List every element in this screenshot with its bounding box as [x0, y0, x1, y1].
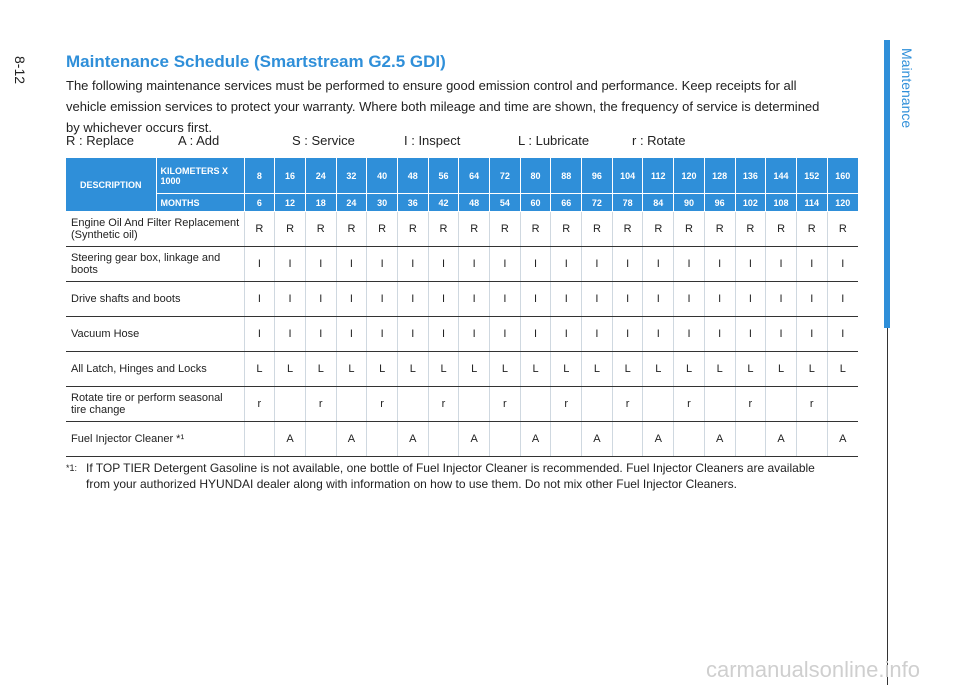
- watermark: carmanualsonline.info: [705, 657, 920, 682]
- service-cell: I: [704, 282, 735, 317]
- service-cell: R: [827, 212, 858, 247]
- service-cell: R: [428, 212, 459, 247]
- service-cell: R: [796, 212, 827, 247]
- description-header: DESCRIPTION: [66, 158, 156, 212]
- service-cell: I: [674, 282, 705, 317]
- table-row: [66, 247, 858, 282]
- service-cell: L: [397, 352, 428, 387]
- service-cell: A: [643, 422, 674, 457]
- service-cell: I: [766, 317, 797, 352]
- months-header-cell: 108: [766, 194, 797, 212]
- service-cell: I: [305, 282, 336, 317]
- service-cell: I: [305, 247, 336, 282]
- km-header-cell: 136: [735, 158, 766, 194]
- months-header-cell: 60: [520, 194, 551, 212]
- service-cell: I: [336, 282, 367, 317]
- months-header-cell: 90: [674, 194, 705, 212]
- kilometers-header-row: [66, 158, 858, 194]
- service-cell: R: [367, 212, 398, 247]
- footnote-mark: *1:: [66, 463, 78, 473]
- service-cell: A: [275, 422, 306, 457]
- km-header-cell: 16: [275, 158, 306, 194]
- service-cell: I: [490, 247, 521, 282]
- km-header-cell: 80: [520, 158, 551, 194]
- months-header-cell: 120: [827, 194, 858, 212]
- months-header-cell: 72: [582, 194, 613, 212]
- service-cell: r: [244, 387, 275, 422]
- service-cell: A: [582, 422, 613, 457]
- section-divider: [887, 328, 888, 685]
- months-header-cell: 48: [459, 194, 490, 212]
- legend: [66, 133, 846, 153]
- service-cell: L: [674, 352, 705, 387]
- service-cell: A: [459, 422, 490, 457]
- service-cell: I: [643, 247, 674, 282]
- months-header-cell: 102: [735, 194, 766, 212]
- service-cell: L: [244, 352, 275, 387]
- service-cell: I: [796, 317, 827, 352]
- km-header-cell: 24: [305, 158, 336, 194]
- service-cell: R: [612, 212, 643, 247]
- km-header-cell: 152: [796, 158, 827, 194]
- service-cell: I: [520, 282, 551, 317]
- service-cell: I: [766, 247, 797, 282]
- service-cell: R: [244, 212, 275, 247]
- service-cell: L: [612, 352, 643, 387]
- service-cell: L: [766, 352, 797, 387]
- km-header-cell: 88: [551, 158, 582, 194]
- service-cell: r: [367, 387, 398, 422]
- service-description: Fuel Injector Cleaner *¹: [66, 422, 244, 457]
- service-cell: R: [704, 212, 735, 247]
- service-cell: A: [336, 422, 367, 457]
- service-cell: L: [551, 352, 582, 387]
- service-cell: [397, 387, 428, 422]
- service-cell: I: [704, 317, 735, 352]
- km-header-cell: 56: [428, 158, 459, 194]
- months-label: MONTHS: [156, 194, 244, 212]
- km-header-cell: 112: [643, 158, 674, 194]
- service-cell: I: [827, 317, 858, 352]
- service-cell: I: [520, 247, 551, 282]
- service-cell: I: [244, 247, 275, 282]
- service-cell: I: [367, 282, 398, 317]
- footnote-text: If TOP TIER Detergent Gasoline is not available, one bottle of Fuel Injector Cleaner is recommended. Fuel Injector Cleaners are available from your authorized HYUNDAI dealer along with information on how to use them. Do not mix other Fuel Injector Cleaners.: [86, 461, 815, 491]
- service-cell: R: [735, 212, 766, 247]
- service-cell: [244, 422, 275, 457]
- service-cell: I: [367, 247, 398, 282]
- footnote: [66, 460, 836, 492]
- service-cell: I: [827, 247, 858, 282]
- service-cell: L: [367, 352, 398, 387]
- service-cell: A: [704, 422, 735, 457]
- service-cell: I: [551, 317, 582, 352]
- service-cell: r: [612, 387, 643, 422]
- km-header-cell: 120: [674, 158, 705, 194]
- service-cell: I: [582, 317, 613, 352]
- service-cell: L: [582, 352, 613, 387]
- months-header-row: [66, 194, 858, 212]
- legend-add: A : Add: [178, 133, 220, 148]
- service-cell: I: [275, 282, 306, 317]
- service-description: Vacuum Hose: [66, 317, 244, 352]
- service-cell: L: [428, 352, 459, 387]
- months-header-cell: 114: [796, 194, 827, 212]
- service-cell: r: [490, 387, 521, 422]
- service-cell: I: [674, 317, 705, 352]
- service-cell: I: [397, 317, 428, 352]
- intro-paragraph: The following maintenance services must be performed to ensure good emission control and performance. Keep receipts for all vehicle emission services to protect your warranty. Where both mileage and time are shown, the frequency of service is determined by whichever occurs first.: [66, 78, 820, 135]
- service-cell: A: [766, 422, 797, 457]
- service-description: Rotate tire or perform seasonal tire change: [66, 387, 244, 422]
- service-cell: I: [612, 282, 643, 317]
- km-header-cell: 32: [336, 158, 367, 194]
- service-cell: r: [551, 387, 582, 422]
- months-header-cell: 84: [643, 194, 674, 212]
- service-cell: I: [704, 247, 735, 282]
- service-cell: [275, 387, 306, 422]
- service-cell: R: [490, 212, 521, 247]
- table-row: [66, 317, 858, 352]
- service-cell: I: [336, 317, 367, 352]
- service-cell: A: [397, 422, 428, 457]
- service-cell: I: [336, 247, 367, 282]
- service-cell: I: [735, 247, 766, 282]
- service-cell: [612, 422, 643, 457]
- service-cell: R: [459, 212, 490, 247]
- service-cell: L: [735, 352, 766, 387]
- table-row: [66, 212, 858, 247]
- legend-lubricate: L : Lubricate: [518, 133, 590, 148]
- service-cell: R: [674, 212, 705, 247]
- months-header-cell: 30: [367, 194, 398, 212]
- legend-replace: R : Replace: [66, 133, 134, 148]
- km-header-cell: 160: [827, 158, 858, 194]
- service-cell: I: [643, 317, 674, 352]
- service-cell: I: [428, 317, 459, 352]
- months-header-cell: 42: [428, 194, 459, 212]
- km-header-cell: 40: [367, 158, 398, 194]
- service-cell: L: [827, 352, 858, 387]
- service-cell: R: [275, 212, 306, 247]
- service-cell: [520, 387, 551, 422]
- legend-rotate: r : Rotate: [632, 133, 686, 148]
- maintenance-schedule-table: [66, 158, 858, 457]
- kilometers-label: KILOMETERS X 1000: [156, 158, 244, 194]
- km-header-cell: 48: [397, 158, 428, 194]
- service-description: Engine Oil And Filter Replacement (Synthetic oil): [66, 212, 244, 247]
- service-cell: I: [643, 282, 674, 317]
- service-cell: A: [520, 422, 551, 457]
- service-description: Drive shafts and boots: [66, 282, 244, 317]
- service-cell: L: [704, 352, 735, 387]
- km-header-cell: 72: [490, 158, 521, 194]
- service-cell: I: [735, 282, 766, 317]
- table-row: [66, 352, 858, 387]
- service-cell: r: [428, 387, 459, 422]
- service-cell: L: [796, 352, 827, 387]
- section-rail: [884, 40, 890, 328]
- page-title: Maintenance Schedule (Smartstream G2.5 GDI): [66, 52, 446, 71]
- service-cell: r: [674, 387, 705, 422]
- service-cell: [367, 422, 398, 457]
- service-cell: I: [305, 317, 336, 352]
- service-cell: R: [397, 212, 428, 247]
- service-cell: [551, 422, 582, 457]
- service-cell: L: [643, 352, 674, 387]
- service-cell: I: [735, 317, 766, 352]
- page-number: 8-12: [12, 56, 28, 85]
- service-cell: [459, 387, 490, 422]
- service-cell: I: [459, 247, 490, 282]
- service-cell: I: [796, 247, 827, 282]
- service-cell: I: [490, 282, 521, 317]
- service-cell: I: [244, 317, 275, 352]
- service-cell: [704, 387, 735, 422]
- legend-inspect: I : Inspect: [404, 133, 461, 148]
- service-cell: I: [612, 317, 643, 352]
- service-cell: I: [551, 247, 582, 282]
- table-row: [66, 282, 858, 317]
- service-cell: I: [551, 282, 582, 317]
- km-header-cell: 8: [244, 158, 275, 194]
- service-cell: R: [551, 212, 582, 247]
- months-header-cell: 36: [397, 194, 428, 212]
- service-cell: I: [397, 247, 428, 282]
- service-cell: R: [305, 212, 336, 247]
- km-header-cell: 144: [766, 158, 797, 194]
- service-cell: [643, 387, 674, 422]
- service-cell: L: [459, 352, 490, 387]
- service-cell: [827, 387, 858, 422]
- service-cell: R: [582, 212, 613, 247]
- service-cell: [428, 422, 459, 457]
- service-cell: [766, 387, 797, 422]
- months-header-cell: 66: [551, 194, 582, 212]
- service-cell: r: [305, 387, 336, 422]
- service-cell: I: [582, 282, 613, 317]
- service-cell: I: [674, 247, 705, 282]
- service-cell: I: [275, 317, 306, 352]
- service-cell: I: [490, 317, 521, 352]
- service-cell: I: [428, 247, 459, 282]
- service-cell: I: [766, 282, 797, 317]
- service-cell: r: [796, 387, 827, 422]
- service-cell: A: [827, 422, 858, 457]
- months-header-cell: 12: [275, 194, 306, 212]
- service-cell: [582, 387, 613, 422]
- section-title: Maintenance: [899, 48, 915, 129]
- months-header-cell: 24: [336, 194, 367, 212]
- service-cell: [674, 422, 705, 457]
- months-header-cell: 18: [305, 194, 336, 212]
- service-cell: [735, 422, 766, 457]
- service-cell: I: [612, 247, 643, 282]
- km-header-cell: 104: [612, 158, 643, 194]
- service-cell: I: [275, 247, 306, 282]
- service-cell: I: [459, 282, 490, 317]
- service-cell: [336, 387, 367, 422]
- months-header-cell: 96: [704, 194, 735, 212]
- service-cell: r: [735, 387, 766, 422]
- service-cell: I: [428, 282, 459, 317]
- service-cell: I: [827, 282, 858, 317]
- service-cell: L: [520, 352, 551, 387]
- months-header-cell: 54: [490, 194, 521, 212]
- service-cell: R: [336, 212, 367, 247]
- service-cell: [796, 422, 827, 457]
- km-header-cell: 96: [582, 158, 613, 194]
- months-header-cell: 78: [612, 194, 643, 212]
- service-description: All Latch, Hinges and Locks: [66, 352, 244, 387]
- table-row: [66, 422, 858, 457]
- table-row: [66, 387, 858, 422]
- service-cell: I: [520, 317, 551, 352]
- service-cell: [490, 422, 521, 457]
- service-cell: R: [643, 212, 674, 247]
- service-cell: I: [796, 282, 827, 317]
- service-cell: L: [490, 352, 521, 387]
- service-cell: I: [244, 282, 275, 317]
- service-cell: I: [459, 317, 490, 352]
- legend-service: S : Service: [292, 133, 355, 148]
- km-header-cell: 128: [704, 158, 735, 194]
- km-header-cell: 64: [459, 158, 490, 194]
- service-cell: R: [766, 212, 797, 247]
- service-cell: L: [336, 352, 367, 387]
- service-cell: [305, 422, 336, 457]
- service-cell: I: [367, 317, 398, 352]
- service-description: Steering gear box, linkage and boots: [66, 247, 244, 282]
- service-cell: L: [275, 352, 306, 387]
- service-cell: R: [520, 212, 551, 247]
- service-cell: I: [397, 282, 428, 317]
- service-cell: L: [305, 352, 336, 387]
- months-header-cell: 6: [244, 194, 275, 212]
- service-cell: I: [582, 247, 613, 282]
